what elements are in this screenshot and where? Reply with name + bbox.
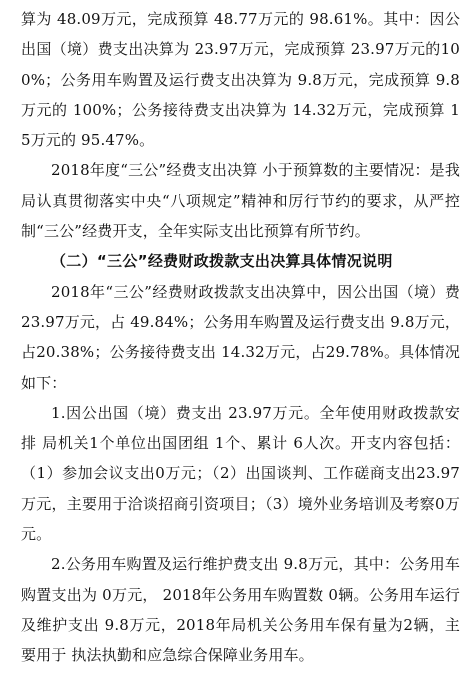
overseas-travel-paragraph: 1.因公出国（境）费支出 23.97万元。全年使用财政拨款安排 局机关1个单位出国团组 1个、累计 6人次。开支内容包括：（1）参加会议支出0万元；（2）出国谈判、工作磋商支出23.97万元，主要用于洽谈招商引资项目；（3）境外业务培训及考察0万元。 <box>21 403 460 544</box>
under-budget-reason-paragraph: 2018年度“三公”经费支出决算 小于预算数的主要情况：是我局认真贯彻落实中央“八项规定”精神和厉行节约的要求，从严控制“三公”经费开支，全年实际支出比预算有所节约。 <box>21 161 460 241</box>
vehicle-expense-paragraph: 2.公务用车购置及运行维护费支出 9.8万元，其中：公务用车购置支出为 0万元， 2018年公务用车购置数 0辆。公务用车运行及维护支出 9.8万元，2018年局机关公务用车保有量为2辆，主要用于 执法执勤和应急综合保障业务用车。 <box>21 555 460 665</box>
section-heading: （二）“三公”经费财政拨款支出决算具体情况说明 <box>51 252 393 271</box>
budget-completion-paragraph: 算为 48.09万元，完成预算 48.77万元的 98.61%。其中：因公出国（境）费支出决算为 23.97万元，完成预算 23.97万元的100%；公务用车购置及运行费支出决算为 9.8万元，完成预算 9.8万元的 100%；公务接待费支出决算为 14.32万元，完成预算 15万元的 95.47%。 <box>21 10 460 150</box>
expenditure-breakdown-paragraph: 2018年“三公”经费财政拨款支出决算中，因公出国（境）费 23.97万元，占 49.84%；公务用车购置及运行费支出 9.8万元，占20.38%；公务接待费支出 14.32万元，占29.78%。具体情况如下： <box>21 282 460 392</box>
